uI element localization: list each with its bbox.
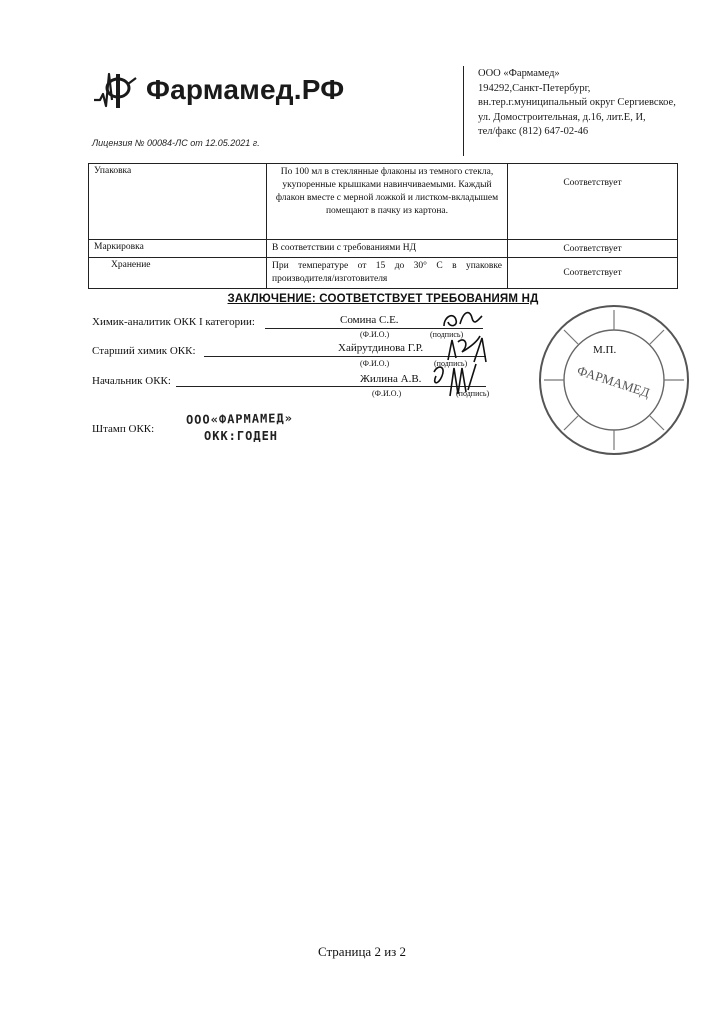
row-spec: При температуре от 15 до 30° С в упаковке производителя/изготовителя [267,258,508,289]
org-line: 194292,Санкт-Петербург, [478,82,591,94]
fio-caption: (Ф.И.О.) [360,330,390,339]
signature-role: Старший химик ОКК: [92,345,196,357]
org-line: ул. Домостроительная, д.16, лит.Е, И, [478,111,646,123]
row-result: Соответствует [508,258,678,289]
row-spec: По 100 мл в стеклянные флаконы из темного стекла, укупоренные крышками навинчиваемыми. Каждый флакон вместе с мерной ложкой и листком-вкладышем помещают в пачку из картона. [267,164,508,240]
seal-place-label: М.П. [593,344,617,356]
row-name: Упаковка [89,164,267,240]
row-spec: В соответствии с требованиями НД [267,240,508,258]
table-row [89,258,678,289]
fio-caption: (Ф.И.О.) [360,359,390,368]
row-result: Соответствует [508,164,678,240]
stamp-line: ОКК:ГОДЕН [204,429,279,443]
row-name: Маркировка [89,240,267,258]
sign-caption: (подпись) [430,330,464,339]
svg-text:ФАРМАМЕД: ФАРМАМЕД [575,362,652,401]
sign-caption: (подпись) [434,359,468,368]
signature-name: Жилина А.В. [360,373,422,385]
org-line: вн.тер.г.муниципальный округ Сергиевское, [478,97,676,108]
org-line: тел/факс (812) 647-02-46 [478,126,589,137]
conclusion-heading: ЗАКЛЮЧЕНИЕ: СООТВЕТСТВУЕТ ТРЕБОВАНИЯМ НД [227,293,539,305]
pharmacy-logo-icon [92,66,142,116]
fio-caption: (Ф.И.О.) [372,389,402,398]
org-line: ООО «Фармамед» [478,68,560,79]
stamp-line: ООО«ФАРМАМЕД» [185,411,294,427]
handwritten-signature-icon [428,362,488,400]
table-row [89,240,678,258]
license-number: Лицензия № 00084-ЛС от 12.05.2021 г. [92,138,260,148]
page-number: Страница 2 из 2 [317,944,407,959]
stamp-label: Штамп ОКК: [92,423,155,435]
signature-name: Сомина С.Е. [340,314,399,326]
signature-name: Хайрутдинова Г.Р. [338,342,424,354]
signature-role: Химик-аналитик ОКК I категории: [92,316,255,328]
signature-role: Начальник ОКК: [92,375,171,387]
row-result: Соответствует [508,240,678,258]
row-name: Хранение [89,258,267,289]
table-row [89,164,678,240]
header-divider [463,66,464,156]
handwritten-signature-icon [440,306,486,332]
organization-info [478,67,676,140]
company-seal-icon [534,300,694,460]
logo-text: Фармамед.РФ [146,74,345,105]
spec-table [88,163,678,289]
sign-caption: (подпись) [456,389,490,398]
